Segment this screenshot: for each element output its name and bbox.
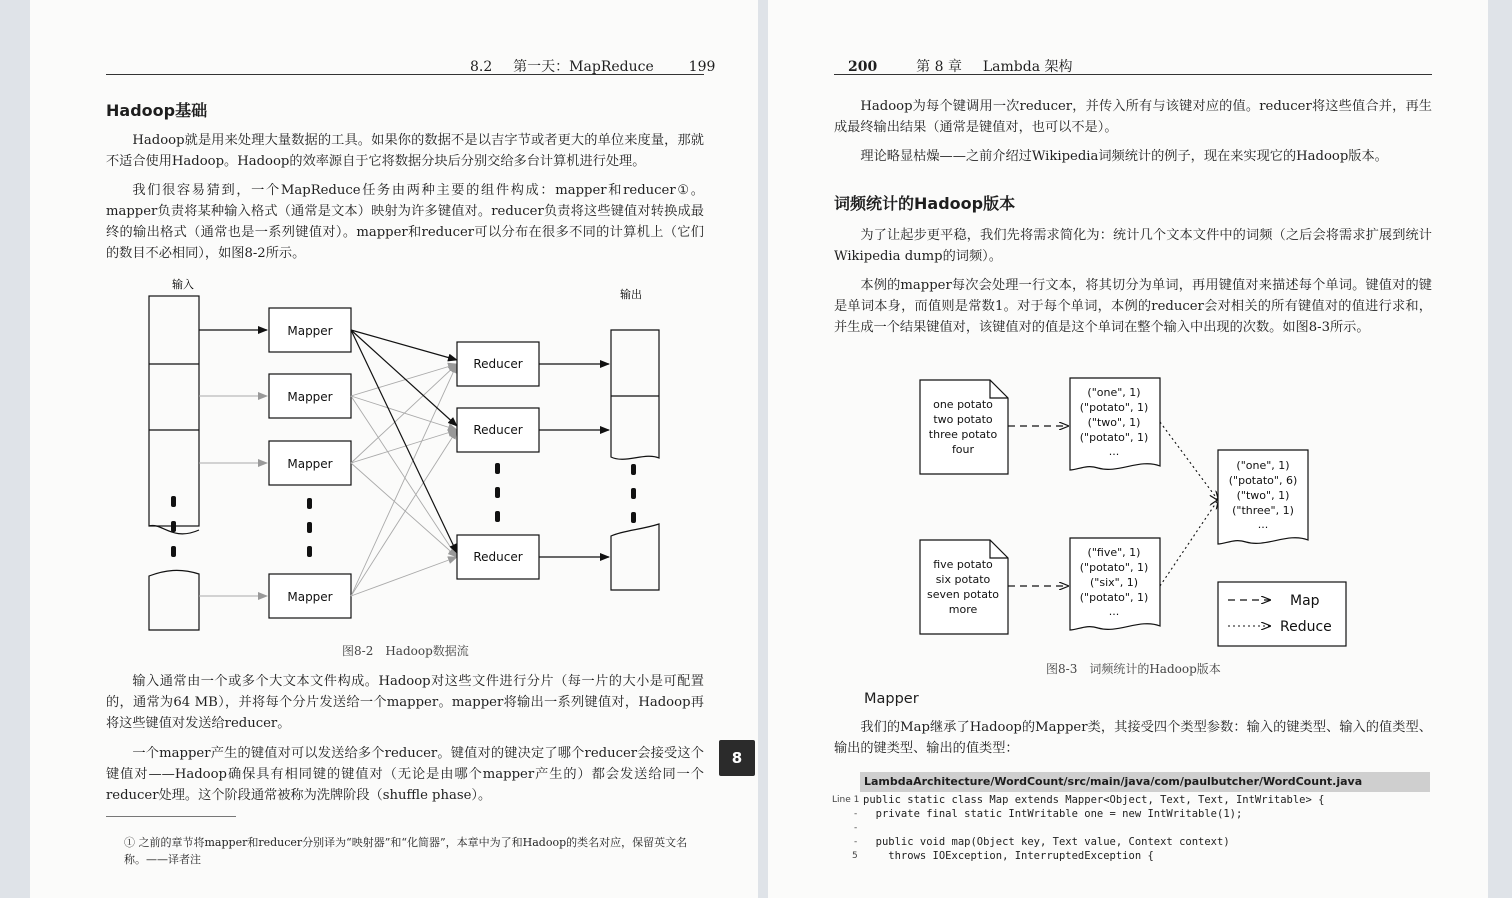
result-pair: ("two", 1) (1236, 489, 1290, 502)
document-line: more (948, 603, 978, 616)
right-page (768, 0, 1488, 898)
code-line: public void map(Object key, Text value, Context context) (863, 836, 1230, 848)
line-number: Line 1 (832, 795, 860, 805)
section-heading: 词频统计的Hadoop版本 (834, 194, 1016, 213)
paragraph: 我们很容易猜到，一个MapReduce任务由两种主要的组件构成：mapper和reducer①。mapper负责将某种输入格式（通常是文本）映射为许多键值对。reducer负责将这些键值对转换成最终的输出格式（通常也是一系列键值对）。mapper和reducer可以分布在很多不同的计算机上（它们的数目不必相同），如图8-2所示。 (106, 183, 704, 261)
paragraph: 本例的mapper每次会处理一行文本，将其切分为单词，再用键值对来描述每个单词。键值对的键是单词本身，而值则是常数1。对于每个单词，本例的reducer会对相关的所有键值对的值进行求和，并生成一个结果键值对，该键值对的值是这个单词在整个输入中出现的次数。如图8-3所示。 (834, 278, 1432, 335)
reducer-label: Reducer (473, 423, 523, 437)
code-line: private final static IntWritable one = new IntWritable(1); (863, 808, 1243, 820)
header-title: 第一天：MapReduce (513, 59, 654, 75)
map-pair: ("potato", 1) (1079, 561, 1149, 574)
paragraph: Hadoop为每个键调用一次reducer，并传入所有与该键对应的值。reducer将这些值合并，再生成最终输出结果（通常是键值对，也可以不是）。 (834, 99, 1432, 135)
reduce-arrow (1160, 422, 1218, 500)
shuffle-arrows (351, 364, 457, 596)
section-heading: Hadoop基础 (106, 101, 208, 120)
result-pair: ("potato", 6) (1228, 474, 1298, 487)
map-pair: ... (1108, 605, 1120, 618)
input-ellipsis (171, 496, 176, 557)
subheading: Mapper (864, 691, 919, 707)
document-line: six potato (935, 573, 991, 586)
chapter-tab: 8 (719, 740, 755, 776)
header-page-number: 200 (848, 59, 878, 75)
map-pair: ("six", 1) (1090, 576, 1138, 589)
document-line: three potato (928, 428, 998, 441)
paragraph: 为了让起步更平稳，我们先将需求简化为：统计几个文本文件中的词频（之后会将需求扩展到统计Wikipedia dump的词频）。 (834, 228, 1432, 264)
shuffle-arrows-highlight (351, 330, 457, 553)
input-label: 输入 (172, 278, 194, 291)
paragraph: 我们的Map继承了Hadoop的Mapper类，其接受四个类型参数：输入的键类型、输入的值类型、输出的键类型、输出的值类型： (834, 720, 1432, 756)
document-line: one potato (933, 398, 993, 411)
header-rule (834, 74, 1432, 75)
left-page (30, 0, 758, 898)
paragraph: Hadoop就是用来处理大量数据的工具。如果你的数据不是以吉字节或者更大的单位来度量，那就不适合使用Hadoop。Hadoop的效率源自于它将数据分块后分别交给多台计算机进行处理。 (106, 133, 704, 169)
document-line: seven potato (926, 588, 1000, 601)
mapper-ellipsis (307, 498, 312, 557)
input-document (920, 540, 1008, 634)
header-rule (106, 74, 704, 75)
reducer-label: Reducer (473, 357, 523, 371)
footnote: ① 之前的章节将mapper和reducer分别译为“映射器”和“化简器”，本章中为了和Hadoop的类名对应，保留英文名称。——译者注 (124, 836, 688, 866)
output-ellipsis (631, 464, 636, 523)
line-marker: 5 (852, 851, 858, 861)
result-pair: ... (1257, 518, 1269, 531)
header-chapter: 第 8 章 (916, 59, 962, 75)
reducer-label: Reducer (473, 550, 523, 564)
result-pair: ("three", 1) (1232, 504, 1294, 517)
map-pair: ... (1108, 445, 1120, 458)
wordcount-diagram (908, 370, 1358, 650)
input-file-stack (149, 296, 199, 630)
code-line: throws IOException, InterruptedException { (863, 850, 1154, 862)
result-pair: ("one", 1) (1236, 459, 1290, 472)
legend-reduce-label: Reduce (1280, 619, 1332, 635)
left-header (470, 56, 715, 76)
document-line: four (951, 443, 975, 456)
code-line: public static class Map extends Mapper<Object, Text, Text, IntWritable> { (863, 794, 1325, 806)
footnote-rule (106, 816, 236, 817)
figure-caption: 图8-3 词频统计的Hadoop版本 (1046, 662, 1221, 676)
line-marker: - (854, 823, 858, 833)
hadoop-dataflow-diagram (130, 274, 690, 644)
map-pair: ("potato", 1) (1079, 591, 1149, 604)
right-header (848, 56, 1073, 76)
mapper-label: Mapper (287, 590, 333, 604)
output-label: 输出 (620, 288, 642, 301)
map-pair: ("five", 1) (1087, 546, 1141, 559)
mapper-label: Mapper (287, 390, 333, 404)
paragraph: 理论略显枯燥——之前介绍过Wikipedia词频统计的例子，现在来实现它的Hadoop版本。 (860, 149, 1388, 164)
mapper-label: Mapper (287, 457, 333, 471)
input-document (920, 380, 1008, 474)
document-line: two potato (933, 413, 993, 426)
code-file-path: LambdaArchitecture/WordCount/src/main/java/com/paulbutcher/WordCount.java (860, 772, 1430, 792)
line-marker: - (854, 837, 858, 847)
map-pair: ("potato", 1) (1079, 431, 1149, 444)
paragraph: 一个mapper产生的键值对可以发送给多个reducer。键值对的键决定了哪个reducer会接受这个键值对——Hadoop确保具有相同键的键值对（无论是由哪个mapper产生的）都会发送给同一个reducer处理。这个阶段通常被称为洗牌阶段（shuffle phase）。 (106, 746, 704, 803)
figure-caption: 图8-2 Hadoop数据流 (342, 644, 469, 658)
header-section: 8.2 (470, 59, 493, 75)
legend (1218, 582, 1346, 646)
header-page-number: 199 (688, 59, 716, 75)
mapper-label: Mapper (287, 324, 333, 338)
header-title: Lambda 架构 (982, 59, 1073, 75)
line-marker: - (854, 809, 858, 819)
paragraph: 输入通常由一个或多个大文本文件构成。Hadoop对这些文件进行分片（每一片的大小是可配置的，通常为64 MB），并将每个分片发送给一个mapper。mapper将输出一系列键值对，Hadoop再将这些键值对发送给reducer。 (106, 674, 704, 731)
map-pair: ("one", 1) (1087, 386, 1141, 399)
reducer-ellipsis (495, 463, 500, 522)
document-line: five potato (933, 558, 993, 571)
reduce-arrow (1160, 500, 1218, 586)
map-pair: ("two", 1) (1087, 416, 1141, 429)
legend-map-label: Map (1290, 593, 1320, 609)
output-file-stack (611, 330, 659, 590)
map-pair: ("potato", 1) (1079, 401, 1149, 414)
